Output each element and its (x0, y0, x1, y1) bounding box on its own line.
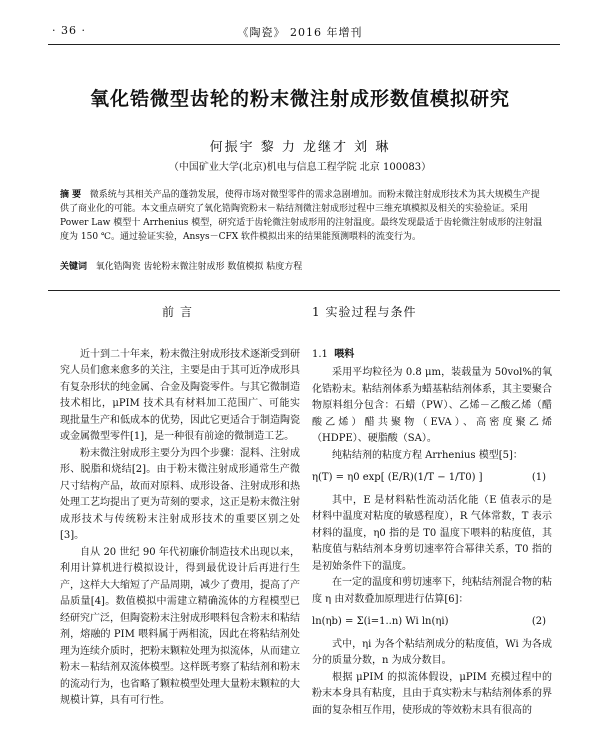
paragraph: 纯粘结剂的粘度方程 Arrhenius 模型[5]： (332, 449, 523, 461)
abstract-rule (48, 290, 560, 291)
equation-2-body: ln(ηb) = Σ(i=1..n) Wi ln(ηi) (312, 616, 449, 627)
journal-name: 《陶瓷》 2016 年增刊 (237, 26, 363, 39)
paragraph: 采用平均粒径为 0.8 μm，装载量为 50vol%的氧化锆粉末。粘结剂体系为蜡基粘结剂体系，其主要聚合物原料组分包含：石蜡（PW）、乙烯－乙酸乙烯（醋酸乙烯）醋共聚物（EVA）、高密度聚乙烯（HDPE）、硬脂酸（SA）。 (312, 367, 552, 444)
keywords-label: 关键词 (60, 262, 88, 272)
subsection-number: 1.1 (312, 348, 328, 360)
keywords (60, 260, 546, 274)
authors: 何振宇 黎 力 龙继才 刘 琳 (209, 140, 391, 155)
equation-1-body: η(T) = η0 exp[ (E/R)(1/T − 1/T0) ] (312, 472, 483, 483)
affiliation: （中国矿业大学(北京)机电与信息工程学院 北京 100083） (168, 162, 432, 173)
abstract-text: 微系统与其相关产品的蓬勃发展，使得市场对微型零件的需求急剧增加。而粉末微注射成形技术为其大规模生产提供了商业化的可能。本文重点研究了氧化锆陶瓷粉末－粘结剂微注射成形过程中三维充填模拟及相关的实验验证。采用 Power Law 模型十 Arrhenius 模型，研究适于齿轮微注射成形用的注射温度。最终发现最适于齿轮微注射成形的注射温度为 150 ℃。通过验证实验，Ansys－CFX 软件模拟出来的结果能预测喂料的流变行为。 (60, 190, 543, 242)
equation-1-number: (1) (531, 472, 546, 483)
paragraph: 根据 μPIM 的拟流体假设，μPIM 充模过程中的粉末本身具有粘度，且由于真实粉末与粘结剂体系的界面的复杂相互作用，使形成的等效粉末具有很高的 (312, 671, 552, 716)
abstract (60, 188, 546, 244)
paragraph: 式中，ηi 为各个粘结剂成分的粘度值，Wi 为各成分的质量分数，n 为成分数目。 (312, 638, 552, 666)
header-rule (48, 44, 560, 45)
running-header (0, 24, 600, 40)
keywords-text: 氧化锆陶瓷 齿轮粉末微注射成形 数值模拟 粘度方程 (95, 262, 303, 272)
section-heading-preface: 前言 (161, 305, 198, 319)
paragraph: 近十到二十年来，粉末微注射成形技术逐渐受到研究人员们愈来愈多的关注，主要是由于其可近净成形具有复杂形状的纯金属、合金及陶瓷零件。与其它微制造技术相比，μPIM 技术具有材料加工范围广、可能实现批量生产和低成本的优势，因此它更适合于制造陶瓷或金属微型零件[1]，是一种很有前途的微制造工艺。 (60, 348, 300, 442)
right-column (312, 300, 552, 719)
equation-2 (312, 614, 552, 631)
subsection-title: 喂料 (334, 348, 355, 360)
paper-title: 氧化锆微型齿轮的粉末微注射成形数值模拟研究 (89, 88, 510, 110)
equation-2-number: (2) (531, 616, 546, 627)
abstract-label: 摘 要 (60, 190, 82, 200)
subsection-heading (312, 347, 552, 364)
paragraph: 粉末微注射成形主要分为四个步骤：混料、注射成形、脱脂和烧结[2]。由于粉末微注射成形通常生产微尺寸结构产品，故而对原料、成形设备、注射成形和热处理工艺均提出了更为苛刻的要求，这正是粉末微注射成形技术与传统粉末注射成形技术的重要区别之处[3]。 (60, 447, 300, 541)
paragraph: 在一定的温度和剪切速率下，纯粘结剂混合物的粘度 η 由对数叠加原理进行估算[6]： (312, 577, 552, 605)
paragraph: 自从 20 世纪 90 年代初廉价制造技术出现以来，利用计算机进行模拟设计，得到最优设计后再进行生产，这样大大缩短了产品周期，减少了费用，提高了产品质量[4]。数值模拟中需建立精确流体的方程模型已经研究广泛，但陶瓷粉末注射成形喂料包含粉末和粘结剂，熔融的 PIM 喂料属于两相流，因此在将粘结剂处理为连续介质时，把粉末颗粒处理为拟流体，从而建立粉末－粘结剂双流体模型。这样既考察了粘结剂和粉末的流动行为，也省略了颗粒模型处理大量粉末颗粒的大规模计算，具有可行性。 (60, 546, 300, 706)
section-heading-1: 1 实验过程与条件 (312, 305, 417, 319)
left-column (60, 300, 300, 710)
paragraph: 其中，E 是材料粘性流动活化能（E 值表示的是材料中温度对粘度的敏感程度），R 气体常数，T 表示材料的温度，η0 指的是 T0 温度下喂料的粘度值，其粘度值与粘结剂本身剪切速率符合幂律关系，T0 指的是初始条件下的温度。 (312, 494, 552, 572)
page-number: · 36 · (52, 24, 86, 37)
equation-1 (312, 470, 552, 487)
